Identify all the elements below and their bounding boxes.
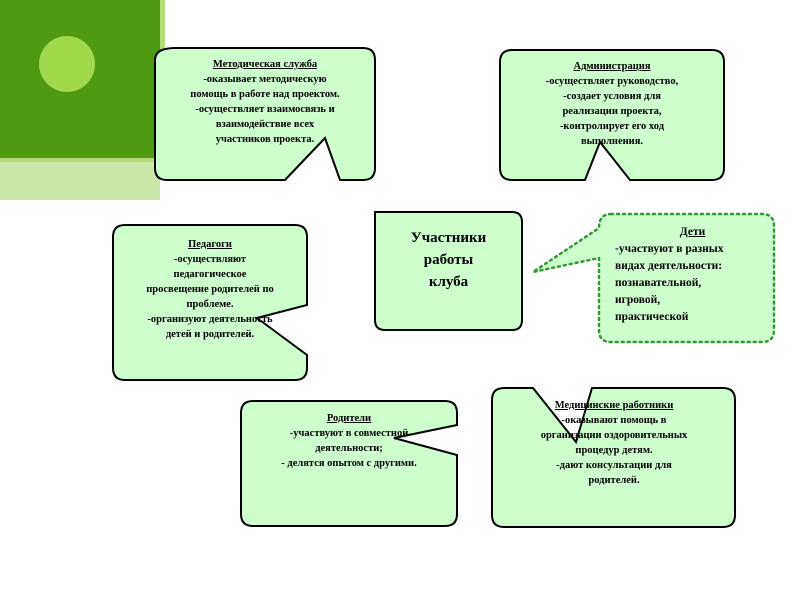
med-line: -дают консультации для [556, 460, 672, 471]
deti-text [615, 224, 770, 326]
admin-line: -создает условия для [563, 91, 661, 102]
admin-title: Администрация [573, 61, 651, 72]
admin-line: выполнения. [580, 136, 644, 147]
deti-line: игровой, [615, 294, 661, 306]
center-line: работы [423, 252, 474, 268]
metod-line: -оказывает методическую [203, 74, 327, 85]
admin-line: -контролирует его ход [559, 121, 665, 132]
pedagogi-line: -организуют деятельность [147, 314, 273, 325]
deti-line: практической [615, 311, 689, 323]
center-line: клуба [428, 274, 469, 290]
roditeli-line: деятельности; [315, 443, 383, 454]
pedagogi-title: Педагоги [188, 239, 232, 250]
pedagogi-line: просвещение родителей по [146, 284, 274, 295]
deti-line: -участвуют в разных [615, 243, 724, 255]
pedagogi-text [116, 237, 304, 342]
admin-text [505, 59, 719, 149]
roditeli-line: - делятся опытом с другими. [281, 458, 417, 469]
roditeli-title: Родители [326, 413, 372, 424]
med-line: процедур детям. [575, 445, 653, 456]
pedagogi-line: -осуществляют [173, 254, 247, 265]
metod-line: участников проекта. [215, 134, 315, 145]
deti-title: Дети [679, 226, 706, 238]
med-title: Медицинские работники [554, 400, 674, 411]
metod-line: взаимодействие всех [215, 119, 315, 130]
center-text [380, 227, 517, 293]
metod-title: Методическая служба [212, 59, 318, 70]
pedagogi-line: педагогическое [173, 269, 247, 280]
med-text [497, 398, 731, 488]
pedagogi-line: детей и родителей. [165, 329, 255, 340]
deti-line: познавательной, [615, 277, 702, 289]
metod-line: -осуществляет взаимосвязь и [195, 104, 335, 115]
metod-text [160, 57, 370, 147]
med-line: организации оздоровительных [540, 430, 688, 441]
med-line: родителей. [588, 475, 640, 486]
pedagogi-line: проблеме. [186, 299, 234, 310]
admin-line: -осуществляет руководство, [545, 76, 679, 87]
roditeli-text [244, 411, 454, 471]
med-line: -оказывают помощь в [561, 415, 667, 426]
admin-line: реализации проекта, [562, 106, 662, 117]
center-line: Участники [410, 230, 487, 246]
roditeli-line: -участвуют в совместной [289, 428, 409, 439]
metod-line: помощь в работе над проектом. [190, 89, 340, 100]
deti-line: видах деятельности: [615, 260, 723, 272]
